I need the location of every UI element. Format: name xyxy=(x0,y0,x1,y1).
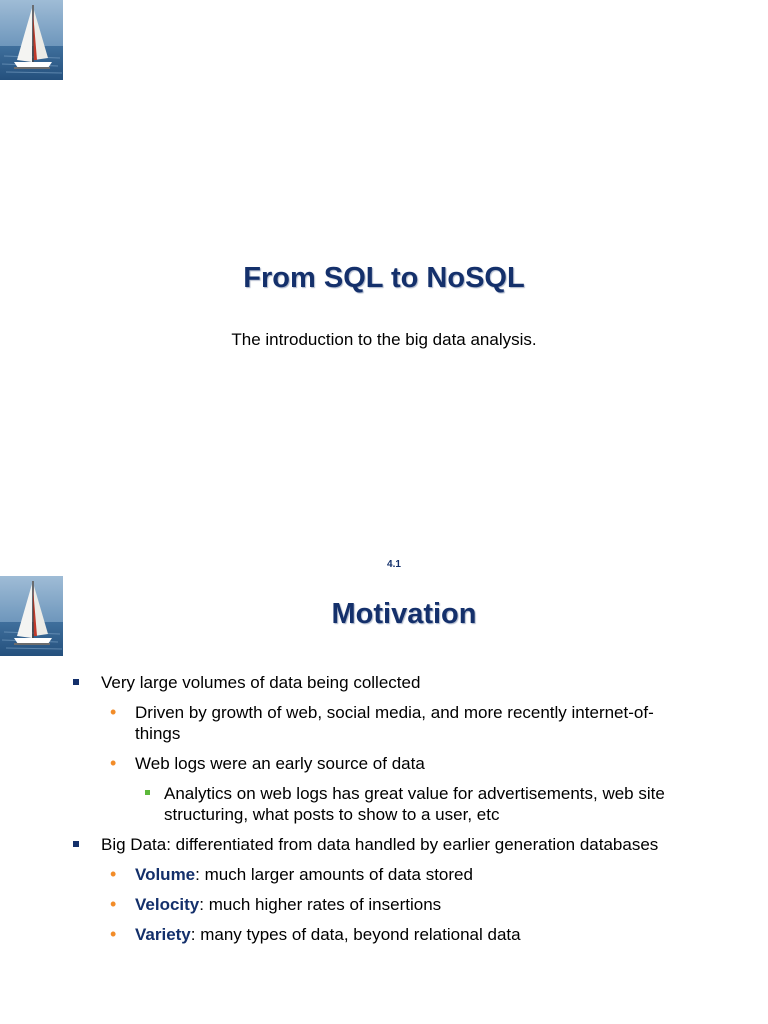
bullet-text: Very large volumes of data being collected xyxy=(101,673,421,692)
bullet-text: Analytics on web logs has great value for advertisements, web site structuring, what posts to show to a user, etc xyxy=(164,784,665,824)
slide-motivation xyxy=(0,576,768,1024)
square-bullet-icon xyxy=(73,679,79,685)
square-bullet-icon xyxy=(73,841,79,847)
bullet-text: : many types of data, beyond relational data xyxy=(190,925,521,944)
bullet-text: : much larger amounts of data stored xyxy=(195,865,473,884)
dot-bullet-icon: • xyxy=(110,753,117,773)
term-volume: Volume xyxy=(135,865,196,884)
dot-bullet-icon: • xyxy=(110,894,117,914)
sailboat-logo-icon xyxy=(0,0,63,80)
slide-heading: Motivation xyxy=(331,598,477,630)
term-velocity: Velocity xyxy=(135,895,200,914)
bullet-text: Web logs were an early source of data xyxy=(135,754,425,773)
bullet-text: : much higher rates of insertions xyxy=(199,895,442,914)
bullet-list xyxy=(0,672,768,945)
list-item xyxy=(0,672,768,693)
list-item xyxy=(0,924,768,945)
list-item xyxy=(0,753,768,774)
dot-bullet-icon: • xyxy=(110,702,117,722)
term-variety: Variety xyxy=(135,925,191,944)
small-square-bullet-icon xyxy=(145,790,150,795)
list-item xyxy=(0,834,768,855)
list-item xyxy=(0,702,768,744)
bullet-text: Driven by growth of web, social media, and more recently internet-of-things xyxy=(135,703,654,743)
dot-bullet-icon: • xyxy=(110,924,117,944)
list-item xyxy=(0,864,768,885)
slide-title-heading: From SQL to NoSQL xyxy=(243,262,525,294)
list-item xyxy=(0,894,768,915)
slide-subtitle: The introduction to the big data analysis. xyxy=(231,330,537,349)
list-item xyxy=(0,783,768,825)
dot-bullet-icon: • xyxy=(110,864,117,884)
page-number: 4.1 xyxy=(387,559,401,570)
bullet-text: Big Data: differentiated from data handled by earlier generation databases xyxy=(101,835,659,854)
